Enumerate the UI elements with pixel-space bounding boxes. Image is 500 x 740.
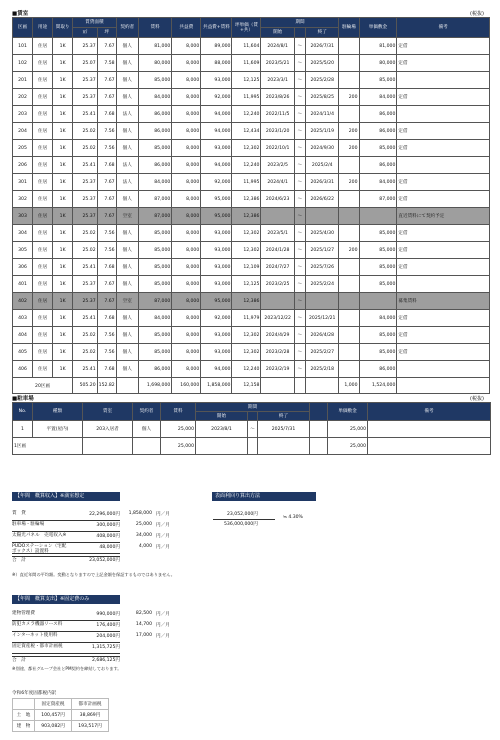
rental-row: 404 住居 1K 25.02 7.56 個人 85,000 8,000 93,000 12,302 2024/4/29 ～ 2026/4/28 85,000 定借 bbox=[13, 327, 490, 344]
rental-row: 202 住居 1K 25.37 7.67 個人 84,000 8,000 92,000 11,995 2023/8/26 ～ 2025/8/25 200 84,000 定借 bbox=[13, 89, 490, 106]
income-row-value: 408,000円 bbox=[96, 534, 120, 539]
col-header-area: 賃貸面積 bbox=[73, 18, 116, 28]
rental-table bbox=[12, 17, 490, 394]
col-header-tsubo: 坪 bbox=[97, 28, 116, 38]
pk-header-period: 期間 bbox=[196, 403, 310, 412]
pk-header-tenant: 賃室 bbox=[83, 403, 133, 421]
expense-row-value: 1,315,725円 bbox=[92, 645, 120, 650]
parking-table bbox=[12, 402, 491, 455]
col-header-common: 共益費 bbox=[172, 18, 201, 38]
col-header-parking: 駐輪場 bbox=[339, 18, 359, 38]
pk-header-remarks: 備考 bbox=[368, 403, 491, 421]
expense-row-unit: 円／月 bbox=[156, 612, 170, 617]
pk-header-kind: 種類 bbox=[33, 403, 83, 421]
expense-row-label: 固定資産税・都市計画税 bbox=[12, 644, 63, 649]
expense-row-unit: 円／月 bbox=[156, 634, 170, 639]
expense-row-label: インターネット使用料 bbox=[12, 633, 58, 638]
parking-section-title: ■駐車場 bbox=[12, 396, 34, 402]
expense-row-monthly: 82,500 bbox=[135, 611, 152, 616]
col-header-no: 区画 bbox=[13, 18, 33, 38]
expense-row-value: 990,000円 bbox=[96, 612, 120, 617]
col-header-rent: 賃料 bbox=[138, 18, 171, 38]
income-row-unit: 円／月 bbox=[156, 523, 170, 528]
parking-total-row: 1区画 25,000 25,000 bbox=[13, 438, 491, 455]
rental-row: 205 住居 1K 25.02 7.56 個人 85,000 8,000 93,000 12,302 2022/10/1 ～ 2024/9/30 200 85,000 定借 bbox=[13, 140, 490, 157]
income-row-value: 300,000円 bbox=[96, 523, 120, 528]
col-header-contractor: 契約者 bbox=[116, 18, 138, 38]
rental-row: 102 住居 1K 25.07 7.58 個人 80,000 8,000 88,000 11,609 2023/5/21 ～ 2025/5/20 80,000 定借 bbox=[13, 55, 490, 72]
parking-row: 1 平置(屋内) 203入居者 個人 25,000 2023/8/1 ～ 2025/7/31 25,000 bbox=[13, 421, 491, 438]
expense-header: 【年間 概算支出】※固定費のみ bbox=[12, 595, 120, 604]
income-note: ※）直近年間の平均額。変動となりますので上記金額を保証するものではありません。 bbox=[12, 572, 175, 577]
rental-row: 305 住居 1K 25.02 7.56 個人 85,000 8,000 93,000 12,302 2024/1/28 ～ 2025/1/27 200 85,000 定借 bbox=[13, 242, 490, 259]
expense-row-label: 建物管理費 bbox=[12, 611, 35, 616]
rental-row: 204 住居 1K 25.02 7.56 個人 86,000 8,000 94,000 12,434 2023/1/20 ～ 2025/1/19 200 86,000 定借 bbox=[13, 123, 490, 140]
expense-row-total-label: 合 計 bbox=[12, 658, 26, 663]
rental-row: 206 住居 1K 25.41 7.68 法人 86,000 8,000 94,000 12,240 2023/2/5 ～ 2025/2/4 86,000 bbox=[13, 157, 490, 174]
income-row-label: 太陽光パネル 売電収入※ bbox=[12, 533, 67, 538]
rental-row: 101 住居 1K 25.37 7.67 個人 81,000 8,000 89,000 11,604 2024/8/1 ～ 2026/7/31 81,000 定借 bbox=[13, 38, 490, 55]
col-header-period: 期間 bbox=[261, 18, 339, 28]
income-row-label: 駐車場・駐輪場 bbox=[12, 522, 45, 527]
yield-numerator: 23,052,000円 bbox=[227, 512, 258, 517]
rental-row: 306 住居 1K 25.41 7.68 個人 85,000 8,000 93,000 12,109 2024/7/27 ～ 2025/7/26 85,000 定借 bbox=[13, 259, 490, 276]
col-header-start: 開始 bbox=[261, 28, 294, 38]
income-row-monthly: 25,000 bbox=[135, 522, 152, 527]
col-header-rent-common: 共益費+賃料 bbox=[201, 18, 232, 38]
pk-header-no: No. bbox=[13, 403, 33, 421]
col-header-tsubo-price: 坪単価（賃+共） bbox=[232, 18, 261, 38]
income-row-unit: 円／月 bbox=[156, 545, 170, 550]
income-row-total-label: 合 計 bbox=[12, 558, 26, 563]
expense-note: ※別途、都社グループ会社とPM契約を締結しております。 bbox=[12, 666, 122, 671]
expense-row-value: 204,000円 bbox=[96, 634, 120, 639]
income-row-monthly: 1,858,000 bbox=[128, 511, 152, 516]
income-row-value: 22,296,000円 bbox=[89, 512, 120, 517]
rental-row: 405 住居 1K 25.02 7.56 個人 85,000 8,000 93,000 12,302 2023/2/28 ～ 2025/2/27 85,000 定借 bbox=[13, 344, 490, 361]
col-header-deposit: 単価敷金 bbox=[359, 18, 397, 38]
col-header-use: 用途 bbox=[33, 18, 53, 38]
expense-row-monthly: 14,700 bbox=[135, 622, 152, 627]
tax-row-building: 建 物 903,082円 193,517円 bbox=[13, 721, 109, 732]
expense-row-label: 防犯カメラ機器リース料 bbox=[12, 622, 63, 627]
rental-section-title: ■賃室 bbox=[12, 11, 29, 17]
income-row-label: 賃 貸 bbox=[12, 511, 26, 516]
income-row-monthly: 4,000 bbox=[138, 544, 152, 549]
col-header-sqm: ㎡ bbox=[73, 28, 98, 38]
yield-result: ≒ 4.30% bbox=[283, 515, 303, 520]
yield-denominator: 536,000,000円 bbox=[224, 522, 258, 527]
income-row-unit: 円／月 bbox=[156, 512, 170, 517]
rental-row: 401 住居 1K 25.37 7.67 個人 85,000 8,000 93,000 12,125 2023/2/25 ～ 2025/2/24 85,000 bbox=[13, 276, 490, 293]
income-row-label: PUDOステーション（宅配ボックス）設置料 bbox=[12, 544, 67, 554]
expense-row-total-value: 2,686,125円 bbox=[92, 658, 120, 663]
expense-row-value: 176,400円 bbox=[96, 623, 120, 628]
rental-row: 203 住居 1K 25.41 7.68 法人 86,000 8,000 94,000 12,240 2022/11/5 ～ 2024/11/4 86,000 bbox=[13, 106, 490, 123]
yield-header: 表面利回り算出方法 bbox=[212, 492, 316, 501]
income-row-unit: 円／月 bbox=[156, 534, 170, 539]
pk-header-rent: 賃料 bbox=[161, 403, 196, 421]
tax-row-land: 土 地 100,457円 38,869円 bbox=[13, 710, 109, 721]
rental-tax-note: (税抜) bbox=[470, 11, 484, 17]
tax-title: 令和6年度固都税内訳 bbox=[12, 691, 57, 696]
pk-header-start: 開始 bbox=[196, 412, 248, 421]
pk-header-contractor: 契約者 bbox=[133, 403, 161, 421]
tax-table: 固定資産税 都市計画税 土 地 100,457円 38,869円 建 物 903,082円 193,517円 bbox=[12, 698, 109, 732]
rental-row: 201 住居 1K 25.37 7.67 個人 85,000 8,000 93,000 12,125 2023/3/1 ～ 2025/2/28 85,000 bbox=[13, 72, 490, 89]
rental-row: 402 住居 1K 25.37 7.67 空室 87,000 8,000 95,000 12,386 ～ 募集賃料 bbox=[13, 293, 490, 310]
rental-row: 403 住居 1K 25.41 7.68 個人 84,000 8,000 92,000 11,979 2023/12/22 ～ 2025/12/21 84,000 定借 bbox=[13, 310, 490, 327]
income-header: 【年間 概算収入】※満室想定 bbox=[12, 492, 120, 501]
rental-row: 304 住居 1K 25.02 7.56 個人 85,000 8,000 93,000 12,302 2023/5/1 ～ 2025/4/30 85,000 定借 bbox=[13, 225, 490, 242]
col-header-end: 終了 bbox=[306, 28, 339, 38]
income-row-total-value: 23,052,000円 bbox=[89, 558, 120, 563]
col-header-layout: 間取り bbox=[53, 18, 73, 38]
rental-row: 303 住居 1K 25.37 7.67 空室 87,000 8,000 95,000 12,386 ～ 直近賃料にて契約予定 bbox=[13, 208, 490, 225]
expense-row-unit: 円／月 bbox=[156, 623, 170, 628]
income-row-monthly: 34,000 bbox=[135, 533, 152, 538]
pk-header-deposit: 単価敷金 bbox=[328, 403, 368, 421]
rental-row: 302 住居 1K 25.37 7.67 個人 87,000 8,000 95,000 12,386 2024/6/23 ～ 2026/6/22 87,000 定借 bbox=[13, 191, 490, 208]
rental-row: 301 住居 1K 25.37 7.67 法人 84,000 8,000 92,000 11,995 2024/4/1 ～ 2026/3/31 200 84,000 定借 bbox=[13, 174, 490, 191]
rental-total-row: 20区画 505.20 152.82 1,698,000 160,000 1,858,000 12,158 1,000 1,524,000 bbox=[13, 378, 490, 394]
income-row-value: 48,000円 bbox=[99, 545, 120, 550]
col-header-remarks: 備考 bbox=[397, 18, 490, 38]
rental-row: 406 住居 1K 25.41 7.68 個人 86,000 8,000 94,000 12,240 2023/2/19 ～ 2025/2/18 86,000 bbox=[13, 361, 490, 378]
parking-tax-note: (税抜) bbox=[470, 396, 484, 402]
expense-row-monthly: 17,000 bbox=[135, 633, 152, 638]
pk-header-end: 終了 bbox=[258, 412, 310, 421]
